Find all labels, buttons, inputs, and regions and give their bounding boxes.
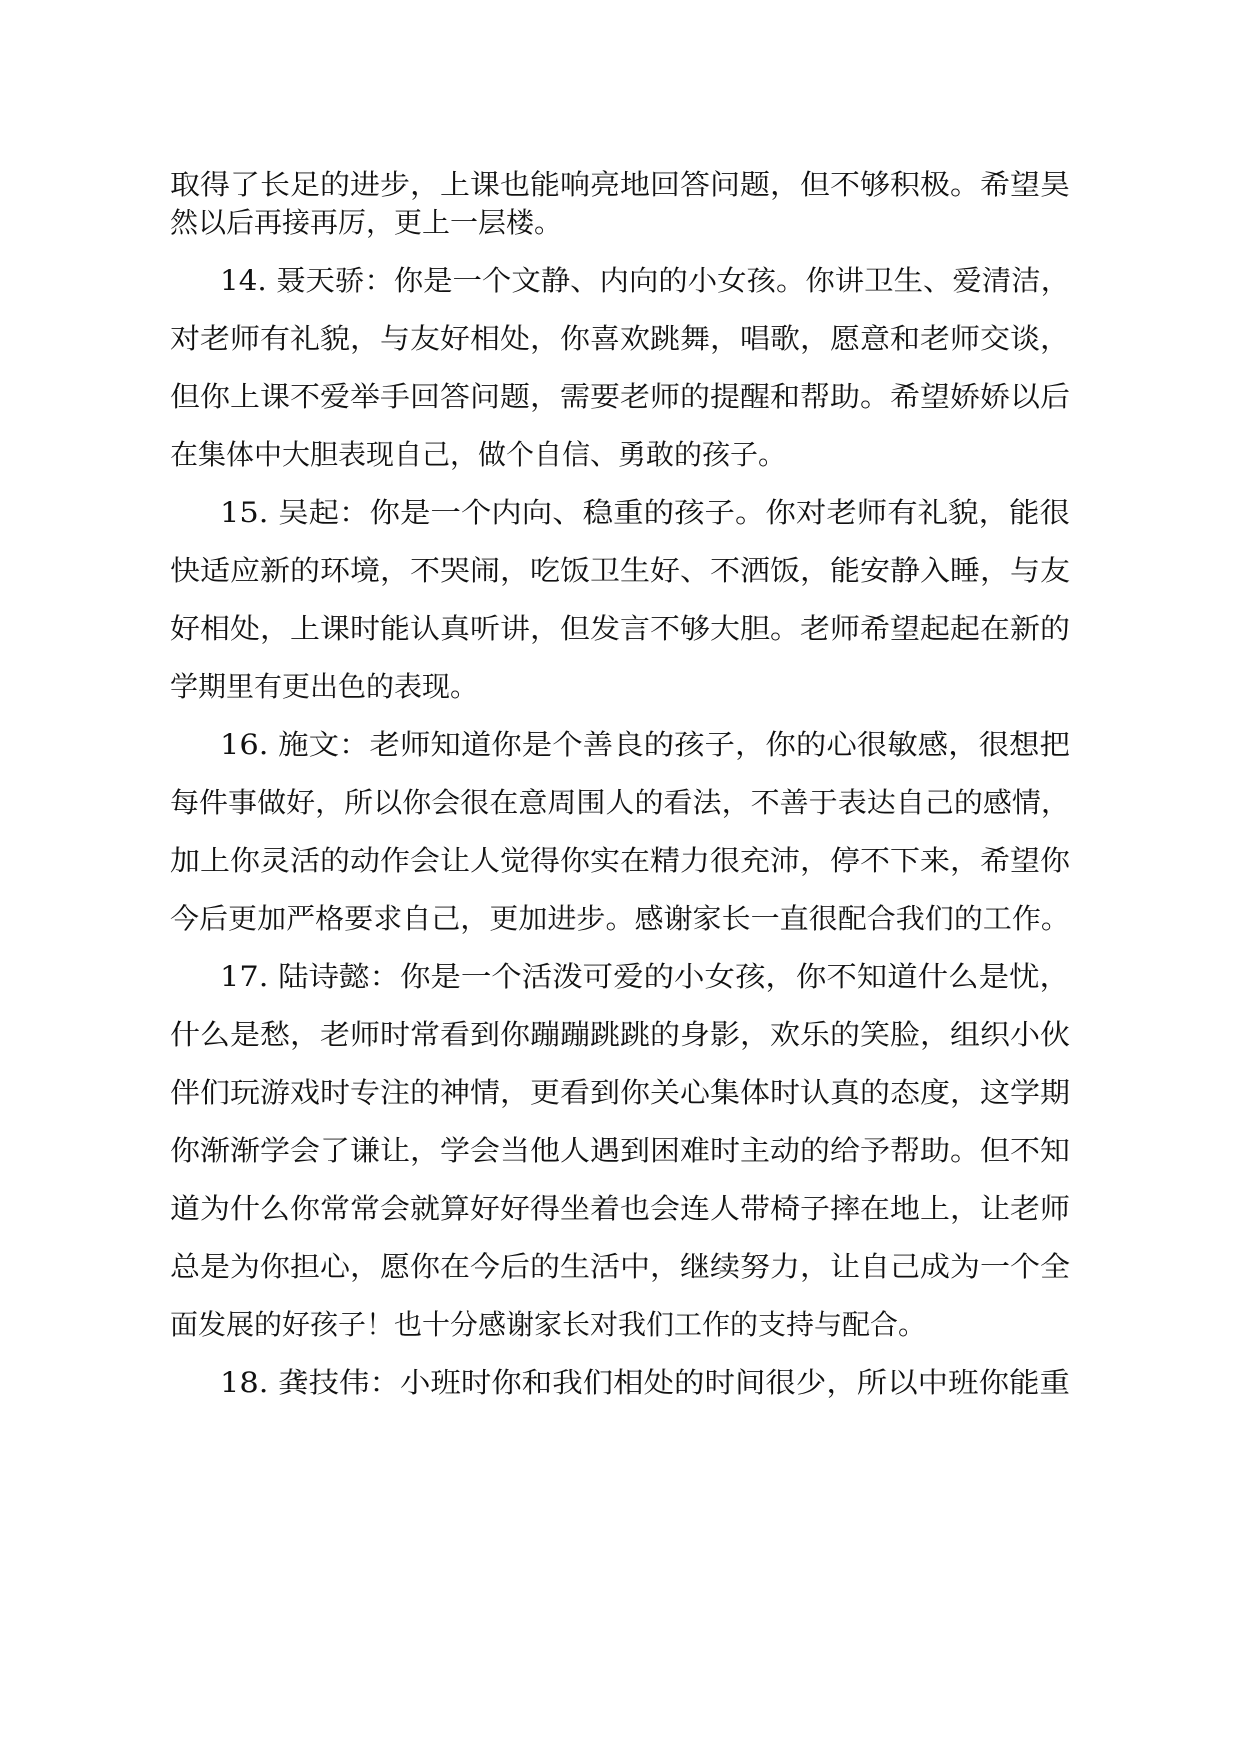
line-text: 18. 龚技伟：小班时你和我们相处的时间很少，所以中班你能重 — [220, 1366, 1070, 1399]
text-line — [0, 203, 1241, 243]
line-text: 今后更加严格要求自己，更加进步。感谢家长一直很配合我们的工作。 — [170, 902, 1070, 935]
text-line — [0, 957, 1241, 997]
text-line — [0, 609, 1241, 649]
text-line — [0, 899, 1241, 939]
line-text: 面发展的好孩子！也十分感谢家长对我们工作的支持与配合。 — [170, 1308, 927, 1341]
text-line — [0, 165, 1241, 205]
text-line — [0, 551, 1241, 591]
line-text: 道为什么你常常会就算好好得坐着也会连人带椅子摔在地上，让老师 — [170, 1192, 1070, 1225]
line-text: 你渐渐学会了谦让，学会当他人遇到困难时主动的给予帮助。但不知 — [170, 1134, 1070, 1167]
line-text: 伴们玩游戏时专注的神情，更看到你关心集体时认真的态度，这学期 — [170, 1076, 1070, 1109]
text-line — [0, 841, 1241, 881]
text-line — [0, 261, 1241, 301]
line-text: 17. 陆诗懿：你是一个活泼可爱的小女孩，你不知道什么是忧， — [220, 960, 1070, 993]
line-text: 但你上课不爱举手回答问题，需要老师的提醒和帮助。希望娇娇以后 — [170, 380, 1070, 413]
text-line — [0, 1015, 1241, 1055]
line-text: 每件事做好，所以你会很在意周围人的看法，不善于表达自己的感情， — [170, 786, 1070, 819]
text-line — [0, 667, 1241, 707]
line-text: 16. 施文：老师知道你是个善良的孩子，你的心很敏感，很想把 — [220, 728, 1070, 761]
line-text: 什么是愁，老师时常看到你蹦蹦跳跳的身影，欢乐的笑脸，组织小伙 — [170, 1018, 1070, 1051]
line-text: 学期里有更出色的表现。 — [170, 670, 479, 703]
line-text: 快适应新的环境，不哭闹，吃饭卫生好、不洒饭，能安静入睡，与友 — [170, 554, 1070, 587]
text-line — [0, 1131, 1241, 1171]
text-line — [0, 377, 1241, 417]
text-line — [0, 1247, 1241, 1287]
line-text: 然以后再接再厉，更上一层楼。 — [170, 206, 563, 239]
text-line — [0, 435, 1241, 475]
text-line — [0, 725, 1241, 765]
line-text: 14. 聂天骄：你是一个文静、内向的小女孩。你讲卫生、爱清洁， — [220, 264, 1070, 297]
line-text: 15. 吴起：你是一个内向、稳重的孩子。你对老师有礼貌，能很 — [220, 496, 1070, 529]
line-text: 好相处，上课时能认真听讲，但发言不够大胆。老师希望起起在新的 — [170, 612, 1070, 645]
text-line — [0, 319, 1241, 359]
line-text: 对老师有礼貌，与友好相处，你喜欢跳舞，唱歌，愿意和老师交谈， — [170, 322, 1070, 355]
line-text: 总是为你担心，愿你在今后的生活中，继续努力，让自己成为一个全 — [170, 1250, 1070, 1283]
line-text: 取得了长足的进步，上课也能响亮地回答问题，但不够积极。希望昊 — [170, 168, 1070, 201]
text-line — [0, 493, 1241, 533]
text-line — [0, 1305, 1241, 1345]
text-line — [0, 783, 1241, 823]
line-text: 在集体中大胆表现自己，做个自信、勇敢的孩子。 — [170, 438, 787, 471]
text-line — [0, 1073, 1241, 1113]
text-line — [0, 1363, 1241, 1403]
line-text: 加上你灵活的动作会让人觉得你实在精力很充沛，停不下来，希望你 — [170, 844, 1070, 877]
text-line — [0, 1189, 1241, 1229]
